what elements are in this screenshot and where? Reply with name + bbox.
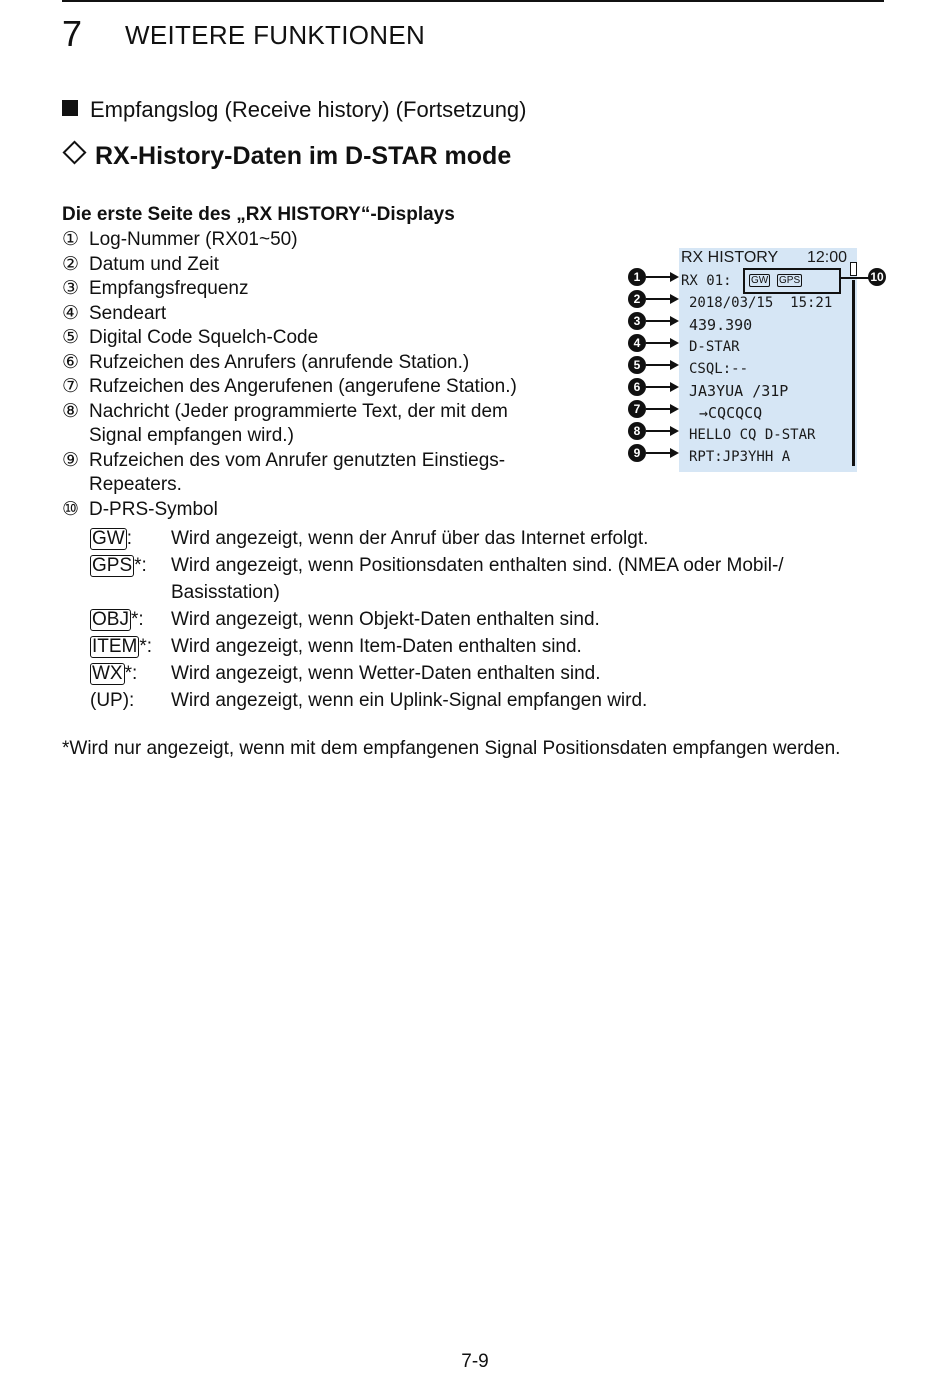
display-repeater: RPT:JP3YHH A [689,449,791,465]
list-text: Log-Nummer (RX01~50) [89,229,298,250]
obj-symbol: OBJ [92,609,129,630]
scroll-indicator-icon [850,262,857,276]
symbol-description: Wird angezeigt, wenn Item-Daten enthalten sind. [171,636,582,657]
symbol-row [90,660,871,687]
display-mode: D-STAR [689,339,740,355]
subsection-title-text: RX-History-Daten im D-STAR mode [95,142,512,170]
arrow-line [646,386,670,388]
symbol-suffix: *: [134,555,147,576]
symbol-row [90,633,871,660]
display-log-number: RX 01: [681,273,732,289]
callout-badge-1: 1 [628,268,646,286]
arrow-right-icon [670,448,679,458]
symbol-row [90,552,871,606]
callout-badge-4: 4 [628,334,646,352]
gps-symbol: GPS [92,555,133,576]
list-item [62,498,582,523]
list-item [62,326,582,351]
symbol-description: Wird angezeigt, wenn Positionsdaten enthalten sind. (NMEA oder Mobil-/ Basisstation) [171,555,784,603]
symbol-list [90,525,871,714]
list-number: ⑨ [62,449,80,471]
list-number: ⑤ [62,327,80,348]
arrow-line [646,342,670,344]
list-item [62,302,582,327]
top-rule [62,0,884,2]
list-item [62,375,582,400]
up-symbol: (UP): [90,690,135,711]
diamond-bullet-icon [62,140,86,164]
list-text: Datum und Zeit [89,253,219,275]
arrow-line [646,408,670,410]
wx-symbol: WX [92,663,123,684]
list-number: ⑧ [62,400,80,422]
list-number: ③ [62,278,80,299]
list-item [62,228,582,253]
display-gps-badge: GPS [779,275,801,286]
list-number: ① [62,229,80,250]
display-csql: CSQL:-- [689,361,749,377]
list-text: Empfangsfrequenz [89,278,249,299]
list-item [62,449,559,498]
list-number: ④ [62,302,80,324]
list-number: ⑦ [62,376,80,397]
callout-badge-7: 7 [628,400,646,418]
list-text: Digital Code Squelch-Code [89,327,319,348]
callout-badge-3: 3 [628,312,646,330]
list-item [62,277,582,302]
arrow-right-icon [670,360,679,370]
gw-symbol: GW [92,528,125,549]
page-number: 7-9 [461,1351,489,1372]
list-number: ② [62,253,80,275]
section-title-text: Empfangslog (Receive history) (Fortsetzung) [90,97,527,122]
callout-badge-10: 10 [868,268,886,286]
list-text: Rufzeichen des vom Anrufer genutzten Einstiegs-Repeaters. [89,449,506,495]
arrow-right-icon [670,338,679,348]
arrow-line [646,364,670,366]
symbol-suffix: : [126,528,132,549]
symbol-suffix: *: [139,636,153,657]
symbol-row [90,687,871,714]
arrow-right-icon [670,426,679,436]
arrow-line [646,320,670,322]
list-text: Rufzeichen des Angerufenen (angerufene Station.) [89,376,517,397]
square-bullet-icon [62,100,78,116]
display-frequency: 439.390 [689,316,753,334]
symbol-description: Wird angezeigt, wenn ein Uplink-Signal empfangen wird. [171,690,648,711]
symbol-suffix: *: [124,663,138,684]
arrow-line [646,276,670,278]
rx-history-display-figure [625,244,890,474]
list-text: D-PRS-Symbol [89,498,218,520]
chapter-number: 7 [62,13,83,54]
display-datetime: 2018/03/15 15:21 [689,295,833,311]
item-symbol: ITEM [92,636,138,657]
list-number: ⑩ [62,498,80,520]
symbol-suffix: *: [130,609,144,630]
footnote: *Wird nur angezeigt, wenn mit dem empfangenen Signal Positionsdaten empfangen werden. [62,738,841,759]
callout-badge-6: 6 [628,378,646,396]
callout-badge-5: 5 [628,356,646,374]
display-called: →CQCQCQ [699,404,763,422]
symbol-row [90,606,871,633]
section-title [62,96,527,124]
callout-badge-2: 2 [628,290,646,308]
arrow-right-icon [670,404,679,414]
display-message: HELLO CQ D-STAR [689,427,816,443]
list-text: Sendeart [89,302,167,324]
callout-badge-9: 9 [628,444,646,462]
subsection-title [62,140,511,172]
list-item [62,351,582,376]
display-caller: JA3YUA /31P [689,382,789,400]
arrow-line [646,298,670,300]
list-text: Nachricht (Jeder programmierte Text, der mit dem Signal empfangen wird.) [89,400,508,446]
numbered-list [62,228,582,522]
symbol-description: Wird angezeigt, wenn Wetter-Daten enthalten sind. [171,663,601,684]
symbol-description: Wird angezeigt, wenn Objekt-Daten enthalten sind. [171,609,600,630]
arrow-right-icon [670,382,679,392]
arrow-line [646,452,670,454]
list-item [62,400,559,449]
list-heading: Die erste Seite des „RX HISTORY“-Displays [62,204,455,225]
arrow-right-icon [670,272,679,282]
arrow-line [646,430,670,432]
display-title: RX HISTORY [681,249,779,266]
display-gw-badge: GW [751,275,769,286]
symbol-description: Wird angezeigt, wenn der Anruf über das Internet erfolgt. [171,528,649,549]
scrollbar-icon [852,280,855,466]
symbol-row [90,525,871,552]
list-item [62,253,582,278]
chapter-title: WEITERE FUNKTIONEN [125,20,426,50]
list-number: ⑥ [62,351,80,373]
list-text: Rufzeichen des Anrufers (anrufende Station.) [89,351,470,373]
lcd-screen [679,248,857,472]
callout-line [841,277,869,279]
arrow-right-icon [670,316,679,326]
callout-badge-8: 8 [628,422,646,440]
arrow-right-icon [670,294,679,304]
display-time: 12:00 [807,249,848,266]
